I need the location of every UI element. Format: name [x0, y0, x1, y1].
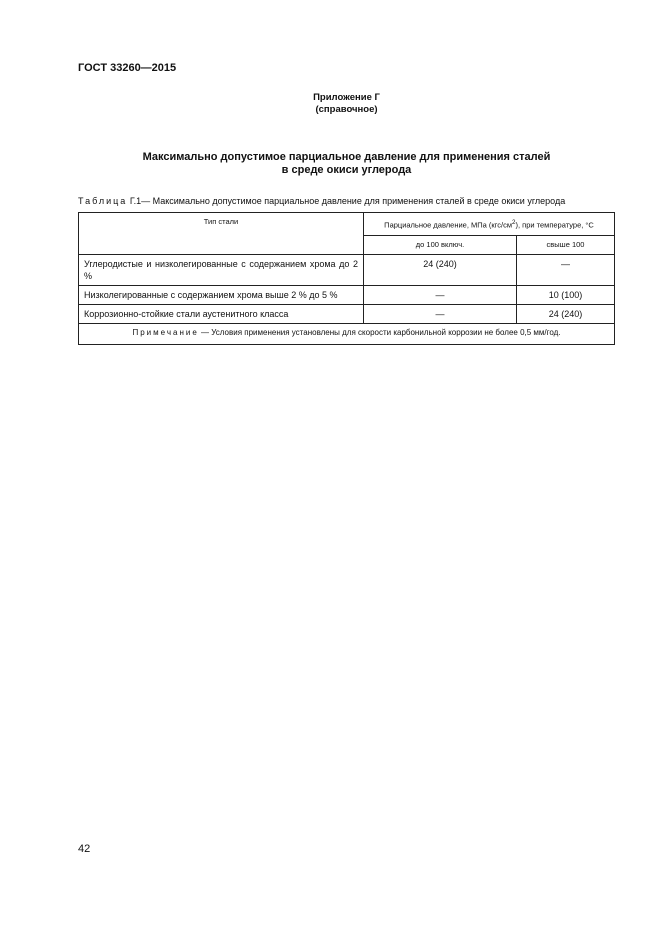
section-title-line-2: в среде окиси углерода — [281, 164, 412, 176]
header-steel-type: Тип стали — [79, 213, 364, 255]
section-title-line-1: Максимально допустимое парциальное давление для применения сталей — [142, 151, 551, 163]
header-pressure-pre: Парциальное давление, МПа (кгс/см — [384, 220, 512, 230]
steel-pressure-table — [78, 212, 615, 345]
table-note-row — [79, 324, 615, 345]
row-steel-name: Углеродистые и низколегированные с содержанием хрома до 2 % — [79, 255, 364, 286]
row-value-above-100: — — [517, 255, 615, 286]
header-pressure-sup: 2 — [511, 218, 516, 226]
table-caption — [78, 196, 565, 206]
table-caption-number: Г.1 — [129, 196, 142, 206]
document-code: ГОСТ 33260—2015 — [78, 62, 177, 74]
header-pressure-post: ), при температуре, °С — [515, 220, 594, 230]
section-title — [0, 151, 661, 177]
table-row — [79, 305, 615, 324]
table-row — [79, 286, 615, 305]
appendix-heading — [0, 92, 661, 116]
appendix-title: Приложение Г — [313, 92, 380, 103]
table-header-row — [79, 213, 615, 236]
note-label: Примечание — [132, 328, 199, 337]
row-steel-name: Низколегированные с содержанием хрома выше 2 % до 5 % — [79, 286, 364, 305]
row-steel-name: Коррозионно-стойкие стали аустенитного класса — [79, 305, 364, 324]
row-value-up-to-100: — — [364, 286, 517, 305]
row-value-up-to-100: 24 (240) — [364, 255, 517, 286]
row-value-up-to-100: — — [364, 305, 517, 324]
appendix-subtitle: (справочное) — [315, 104, 378, 115]
page-number: 42 — [78, 843, 91, 855]
header-up-to-100: до 100 включ. — [364, 236, 517, 255]
table-caption-prefix: Таблица — [78, 196, 128, 206]
note-text: — Условия применения установлены для скорости карбонильной коррозии не более 0,5 мм/год. — [198, 328, 561, 337]
table-caption-text: — Максимально допустимое парциальное давление для применения сталей в среде окиси углерода — [141, 196, 566, 206]
table-row — [79, 255, 615, 286]
header-pressure — [364, 213, 615, 236]
table-note — [79, 324, 615, 345]
row-value-above-100: 24 (240) — [517, 305, 615, 324]
header-above-100: свыше 100 — [517, 236, 615, 255]
row-value-above-100: 10 (100) — [517, 286, 615, 305]
